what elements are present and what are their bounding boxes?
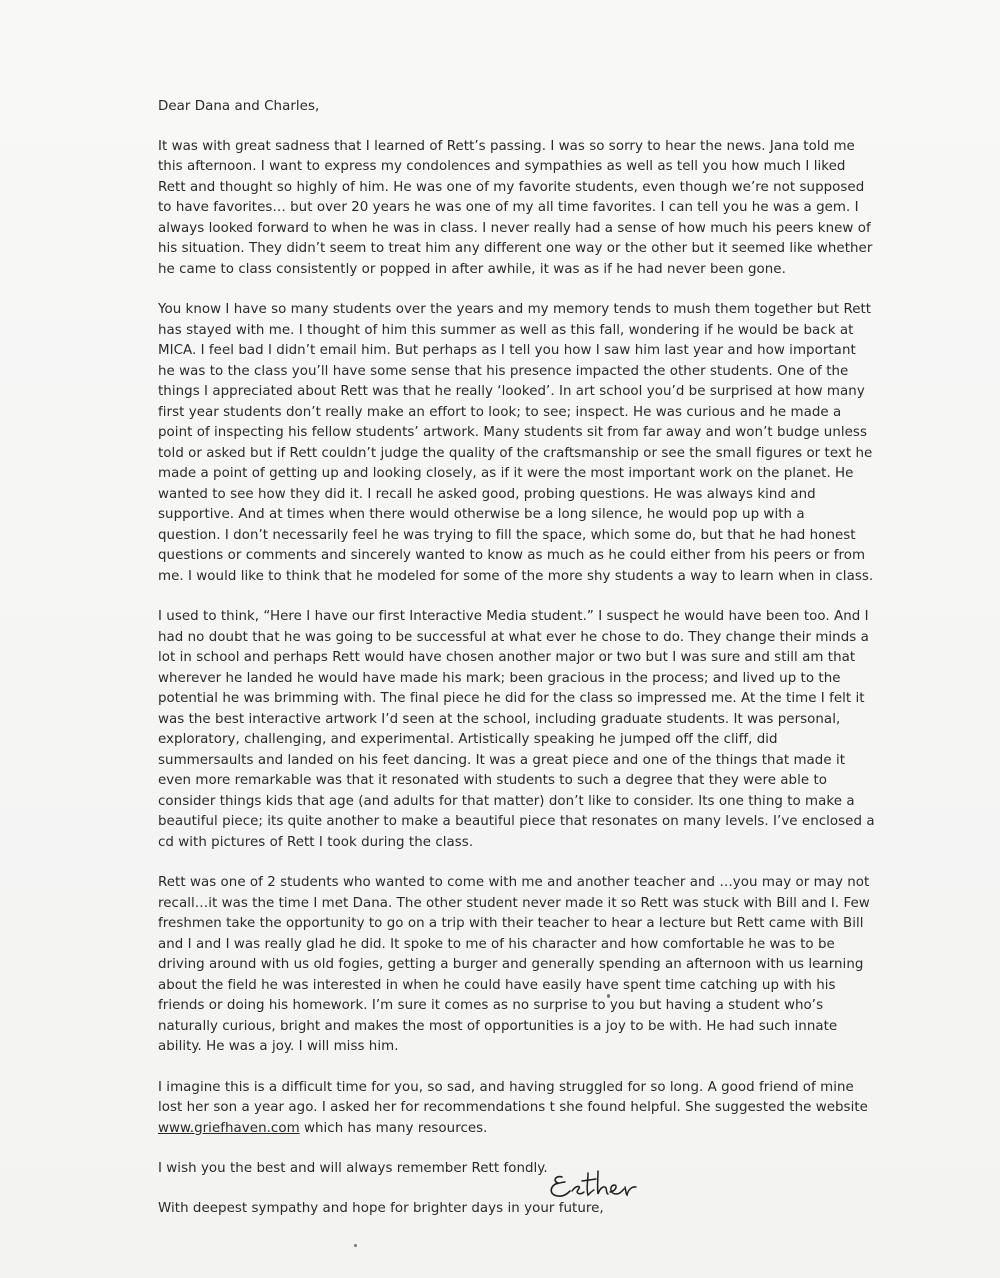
text-line-with-link	[158, 1119, 878, 1140]
text-line: ability. He was a joy. I will miss him.	[158, 1039, 399, 1054]
text-line: potential he was brimming with. The final piece he did for the class so impressed me. At the time I felt it	[158, 691, 865, 706]
text-line: You know I have so many students over the years and my memory tends to mush them together but Rett	[158, 302, 872, 317]
text-line: I imagine this is a difficult time for you, so sad, and having struggled for so long. A good friend of mine	[158, 1079, 854, 1095]
text-line: questions or comments and sincerely wanted to know as much as he could either from his peers or from	[158, 548, 866, 563]
text-line: question. I don’t necessarily feel he was trying to fill the space, which some do, but that he had honest	[158, 527, 856, 543]
handwritten-signature	[548, 1163, 668, 1209]
website-link[interactable]: www.griefhaven.com	[158, 1120, 300, 1136]
paper-speck	[354, 1244, 357, 1247]
text-line: me. I would like to think that he modeled for some of the more shy students a way to learn when in class.	[158, 568, 874, 584]
text-line: lot in school and perhaps Rett would have chosen another major or two but I was sure and still am that	[158, 650, 856, 665]
text-line: freshmen take the opportunity to go on a trip with their teacher to hear a lecture but Rett came with Bill	[158, 916, 864, 931]
text-line: exploratory, challenging, and experimental. Artistically speaking he jumped off the cliff, did	[158, 732, 778, 747]
text-line: has stayed with me. I thought of him this summer as well as this fall, wondering if he would be back at	[158, 322, 854, 338]
text-line: he was to the class you’ll have some sense that his presence impacted the other students. One of the	[158, 363, 849, 379]
text-line: I used to think, “Here I have our first Interactive Media student.” I suspect he would have been too. And I	[158, 609, 869, 624]
text-line: summersaults and landed on his feet dancing. It was a great piece and one of the things that made it	[158, 752, 846, 768]
wish-line: I wish you the best and will always remember Rett fondly.	[158, 1161, 548, 1176]
text-line: point of inspecting his fellow students’ artwork. Many students sit from far away and won’t budge unless	[158, 425, 867, 440]
text-line: about the field he was interested in when he could have easily have spent time catching up with his	[158, 977, 836, 993]
text-line: made a point of getting up and looking closely, as if it were the most important work on the planet. He	[158, 466, 854, 481]
text-line: wanted to see how they did it. I recall he asked good, probing questions. He was always kind and	[158, 486, 816, 502]
text-line: MICA. I feel bad I didn’t email him. But perhaps as I tell you how I saw him last year and how important	[158, 343, 856, 358]
text-line: to have favorites… but over 20 years he was one of my all time favorites. I can tell you he was a gem. I	[158, 200, 859, 215]
text-line: this afternoon. I want to express my condolences and sympathies as well as tell you how much I liked	[158, 159, 846, 174]
text-line: cd with pictures of Rett I took during the class.	[158, 834, 474, 850]
text-line: even more remarkable was that it resonated with students to such a degree that they were able to	[158, 773, 828, 788]
text-line: It was with great sadness that I learned of Rett’s passing. I was so sorry to hear the news. Jana told me	[158, 138, 855, 154]
text-line: beautiful piece; its quite another to make a beautiful piece that resonates on many levels. I’ve enclosed a	[158, 814, 875, 829]
link-trailing-text: which has many resources.	[299, 1120, 488, 1136]
text-line: naturally curious, bright and makes the most of opportunities is a joy to be with. He had such innate	[158, 1018, 838, 1034]
text-line: his situation. They didn’t seem to treat him any different one way or the other but it seemed like whether	[158, 241, 873, 256]
text-line: recall…it was the time I met Dana. The other student never made it so Rett was stuck with Bill and I. Few	[158, 895, 870, 911]
text-line: lost her son a year ago. I asked her for recommendations t she found helpful. She suggested the website	[158, 1100, 868, 1115]
paragraph-4	[158, 873, 878, 1058]
paragraph-2	[158, 300, 878, 587]
text-line: first year students don’t really make an effort to look; to see; inspect. He was curious and he made a	[158, 404, 842, 420]
paper-speck	[607, 994, 610, 998]
text-line: supportive. And at times when there would otherwise be a long silence, he would pop up with a	[158, 507, 805, 522]
letter-body	[158, 97, 878, 1238]
paragraph-5	[158, 1078, 878, 1140]
text-line: always looked forward to when he was in class. I never really had a sense of how much his peers knew of	[158, 220, 871, 236]
text-line: told or asked but if Rett couldn’t judge the quality of the craftsmanship or see the small figures or text he	[158, 445, 873, 461]
salutation: Dear Dana and Charles,	[158, 99, 320, 114]
text-line: Rett was one of 2 students who wanted to come with me and another teacher and …you may or may not	[158, 875, 870, 890]
text-line: was the best interactive artwork I’d seen at the school, including graduate students. It was personal,	[158, 711, 841, 727]
paragraph-1	[158, 137, 878, 281]
text-line: friends or doing his homework. I’m sure it comes as no surprise to you but having a student who’s	[158, 998, 824, 1013]
text-line: he came to class consistently or popped in after awhile, it was as if he had never been gone.	[158, 261, 786, 277]
text-line: and I and I was really glad he did. It spoke to me of his character and how comfortable he was to be	[158, 936, 835, 952]
paragraph-3	[158, 607, 878, 853]
text-line: driving around with us old fogies, getting a burger and generally spending an afternoon with us learning	[158, 957, 864, 972]
text-line: things I appreciated about Rett was that he really ‘looked’. In art school you’d be surprised at how many	[158, 384, 865, 399]
text-line: consider things kids that age (and adults for that matter) don’t like to consider. Its one thing to make a	[158, 793, 855, 809]
text-line: wherever he landed he would have made his mark; been gracious in the process; and lived up to the	[158, 670, 841, 686]
text-line: Rett and thought so highly of him. He was one of my favorite students, even though we’re not supposed	[158, 179, 865, 195]
signature-esther	[548, 1163, 668, 1209]
closing-line: With deepest sympathy and hope for brighter days in your future,	[158, 1200, 604, 1216]
text-line: had no doubt that he was going to be successful at what ever he chose to do. They change their minds a	[158, 629, 869, 645]
